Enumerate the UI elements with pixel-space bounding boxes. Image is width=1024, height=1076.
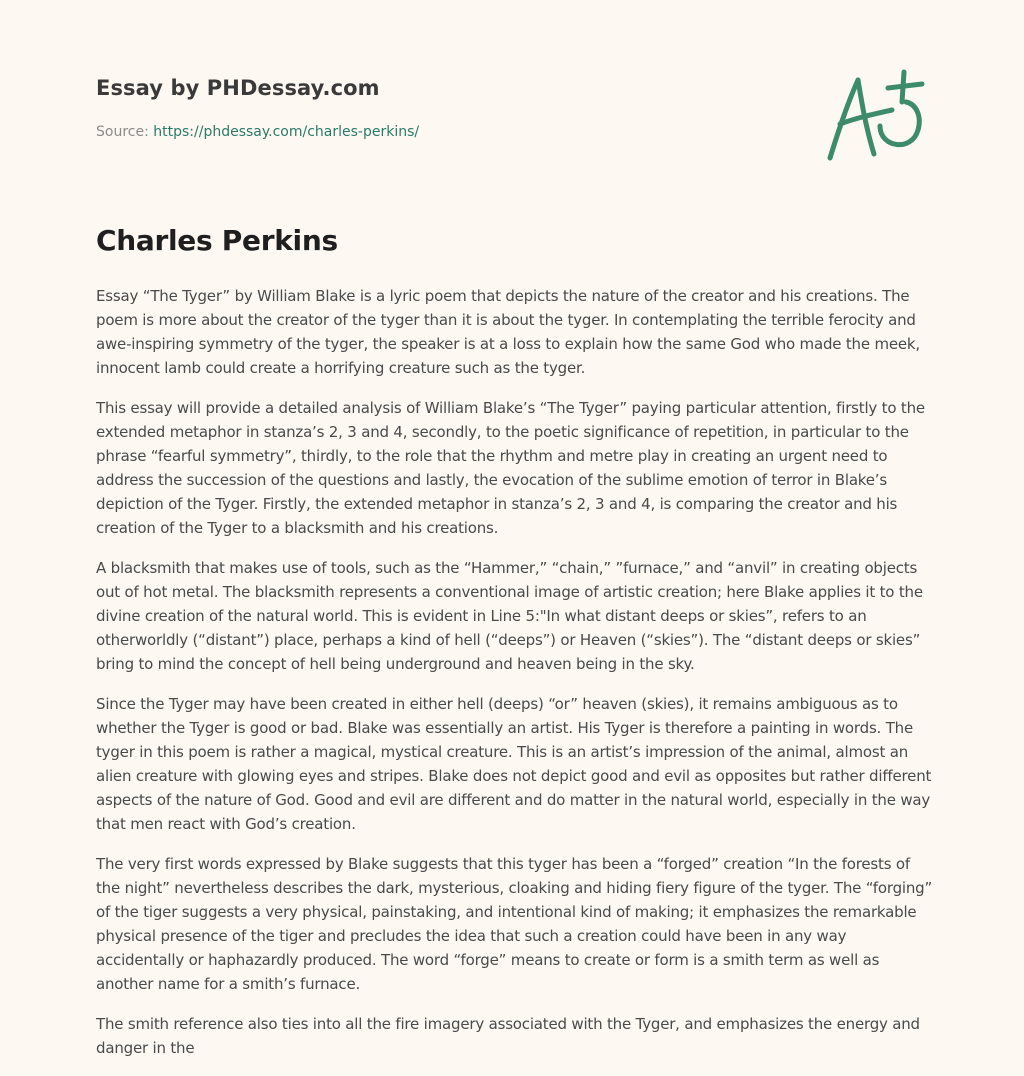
- essay-paragraph: A blacksmith that makes use of tools, such as the “Hammer,” “chain,” ”furnace,” and “anvil” in creating objects out of hot metal. The blacksmith represents a conventional image of artistic creation; here Blake applies it to the divine creation of the natural world. This is evident in Line 5:"In what distant deeps or skies”, refers to an otherworldly (“distant”) place, perhaps a kind of hell (“deeps”) or Heaven (“skies”). The “distant deeps or skies” bring to mind the concept of hell being underground and heaven being in the sky.: [96, 559, 923, 673]
- essay-header: [96, 76, 796, 140]
- source-label: Source:: [96, 124, 154, 140]
- essay-body: [96, 284, 936, 1076]
- site-brand: Essay by PHDessay.com: [96, 76, 380, 100]
- source-link[interactable]: https://phdessay.com/charles-perkins/: [153, 124, 420, 140]
- essay-paragraph: Essay “The Tyger” by William Blake is a lyric poem that depicts the nature of the creator and his creations. The poem is more about the creator of the tyger than it is about the tyger. In contemplating the terrible ferocity and awe-inspiring symmetry of the tyger, the speaker is at a loss to explain how the same God who made the meek, innocent lamb could create a horrifying creature such as the tyger.: [96, 287, 920, 377]
- source-line: [96, 124, 796, 140]
- essay-paragraph: The very first words expressed by Blake suggests that this tyger has been a “forged” creation “In the forests of the night” nevertheless describes the dark, mysterious, cloaking and hiding fiery figure of the tyger. The “forging” of the tiger suggests a very physical, painstaking, and intentional kind of making; it emphasizes the remarkable physical presence of the tiger and precludes the idea that such a creation could have been in any way accidentally or haphazardly produced. The word “forge” means to create or form is a smith term as well as another name for a smith’s furnace.: [96, 855, 933, 993]
- a-plus-logo-icon: [822, 68, 928, 164]
- essay-paragraph: The smith reference also ties into all the fire imagery associated with the Tyger, and emphasizes the energy and danger in the: [96, 1015, 920, 1057]
- essay-title: Charles Perkins: [96, 224, 338, 257]
- essay-paragraph: Since the Tyger may have been created in either hell (deeps) “or” heaven (skies), it remains ambiguous as to whether the Tyger is good or bad. Blake was essentially an artist. His Tyger is therefore a painting in words. The tyger in this poem is rather a magical, mystical creature. This is an artist’s impression of the animal, almost an alien creature with glowing eyes and stripes. Blake does not depict good and evil as opposites but rather different aspects of the nature of God. Good and evil are different and do matter in the natural world, especially in the way that men react with God’s creation.: [96, 695, 932, 833]
- essay-paragraph: This essay will provide a detailed analysis of William Blake’s “The Tyger” paying particular attention, firstly to the extended metaphor in stanza’s 2, 3 and 4, secondly, to the poetic significance of repetition, in particular to the phrase “fearful symmetry”, thirdly, to the role that the rhythm and metre play in creating an urgent need to address the succession of the questions and lastly, the evocation of the sublime emotion of terror in Blake’s depiction of the Tyger. Firstly, the extended metaphor in stanza’s 2, 3 and 4, is comparing the creator and his creation of the Tyger to a blacksmith and his creations.: [96, 399, 925, 537]
